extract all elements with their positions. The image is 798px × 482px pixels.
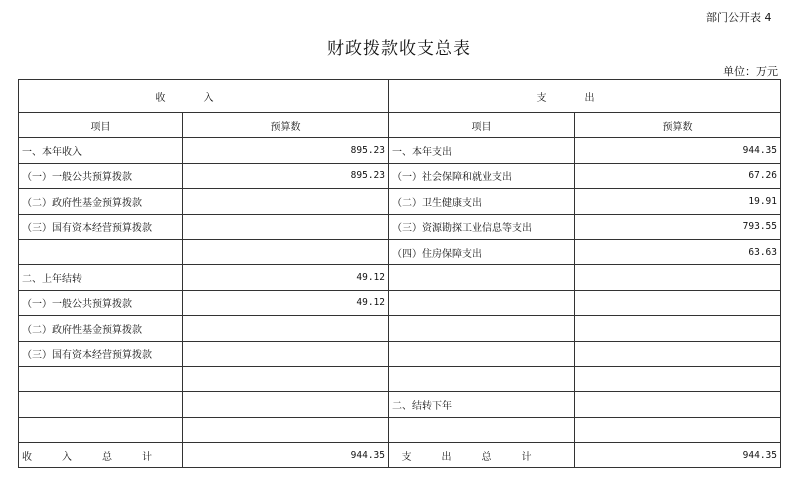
- totals-row: [19, 443, 781, 468]
- income-item-cell: 一、本年收入: [19, 138, 183, 163]
- income-budget-cell: [183, 366, 389, 391]
- table-row: [19, 341, 781, 366]
- income-budget-header: 预算数: [183, 113, 389, 138]
- table-row: [19, 392, 781, 417]
- table-row: [19, 239, 781, 264]
- income-budget-cell: 895.23: [183, 163, 389, 188]
- expense-total-value: 944.35: [575, 443, 781, 468]
- income-item-cell: （一）一般公共预算拨款: [19, 290, 183, 315]
- table-row: [19, 316, 781, 341]
- expense-budget-header: 预算数: [575, 113, 781, 138]
- income-item-cell: （一）一般公共预算拨款: [19, 163, 183, 188]
- income-budget-cell: 49.12: [183, 290, 389, 315]
- expense-budget-cell: [575, 265, 781, 290]
- expense-budget-cell: 944.35: [575, 138, 781, 163]
- income-item-cell: （二）政府性基金预算拨款: [19, 316, 183, 341]
- expense-budget-cell: 67.26: [575, 163, 781, 188]
- expense-budget-cell: [575, 417, 781, 442]
- income-total-value: 944.35: [183, 443, 389, 468]
- income-total-label: 收入总计: [19, 443, 183, 468]
- table-row: [19, 214, 781, 239]
- expense-item-header: 项目: [389, 113, 575, 138]
- income-budget-cell: [183, 239, 389, 264]
- page-title: 财政拨款收支总表: [327, 39, 471, 59]
- income-item-cell: （三）国有资本经营预算拨款: [19, 214, 183, 239]
- income-item-header: 项目: [19, 113, 183, 138]
- expense-budget-cell: [575, 392, 781, 417]
- expense-budget-cell: [575, 316, 781, 341]
- income-budget-cell: [183, 341, 389, 366]
- expense-item-cell: （四）住房保障支出: [389, 239, 575, 264]
- expense-item-cell: 一、本年支出: [389, 138, 575, 163]
- expense-item-cell: [389, 290, 575, 315]
- income-budget-cell: [183, 189, 389, 214]
- expense-section-header: 支出: [389, 80, 781, 113]
- expense-item-cell: 二、结转下年: [389, 392, 575, 417]
- expense-item-cell: [389, 265, 575, 290]
- income-item-cell: [19, 417, 183, 442]
- expense-budget-cell: [575, 341, 781, 366]
- expense-item-cell: [389, 417, 575, 442]
- expense-item-cell: （一）社会保障和就业支出: [389, 163, 575, 188]
- expense-total-label: 支出总计: [389, 443, 575, 468]
- expense-budget-cell: [575, 290, 781, 315]
- expense-budget-cell: [575, 366, 781, 391]
- income-item-cell: [19, 392, 183, 417]
- expense-budget-cell: 793.55: [575, 214, 781, 239]
- income-item-cell: （三）国有资本经营预算拨款: [19, 341, 183, 366]
- table-row: [19, 290, 781, 315]
- table-row: [19, 138, 781, 163]
- table-row: [19, 366, 781, 391]
- expense-budget-cell: 19.91: [575, 189, 781, 214]
- expense-item-cell: （三）资源勘探工业信息等支出: [389, 214, 575, 239]
- form-number: 部门公开表 4: [706, 11, 772, 24]
- table-row: [19, 265, 781, 290]
- income-section-header: 收入: [19, 80, 389, 113]
- income-budget-cell: [183, 316, 389, 341]
- table-row: [19, 163, 781, 188]
- expense-item-cell: [389, 341, 575, 366]
- table-row: [19, 189, 781, 214]
- income-budget-cell: 49.12: [183, 265, 389, 290]
- income-budget-cell: [183, 417, 389, 442]
- expense-item-cell: [389, 366, 575, 391]
- income-item-cell: 二、上年结转: [19, 265, 183, 290]
- unit-label: 单位：万元: [723, 65, 778, 78]
- section-header-row: [19, 80, 781, 113]
- income-item-cell: [19, 239, 183, 264]
- budget-table-body: [19, 80, 781, 468]
- income-budget-cell: [183, 214, 389, 239]
- income-budget-cell: [183, 392, 389, 417]
- income-item-cell: （二）政府性基金预算拨款: [19, 189, 183, 214]
- income-item-cell: [19, 366, 183, 391]
- table-row: [19, 417, 781, 442]
- expense-budget-cell: 63.63: [575, 239, 781, 264]
- expense-item-cell: [389, 316, 575, 341]
- column-header-row: [19, 113, 781, 138]
- expense-item-cell: （二）卫生健康支出: [389, 189, 575, 214]
- budget-table: [18, 79, 781, 468]
- income-budget-cell: 895.23: [183, 138, 389, 163]
